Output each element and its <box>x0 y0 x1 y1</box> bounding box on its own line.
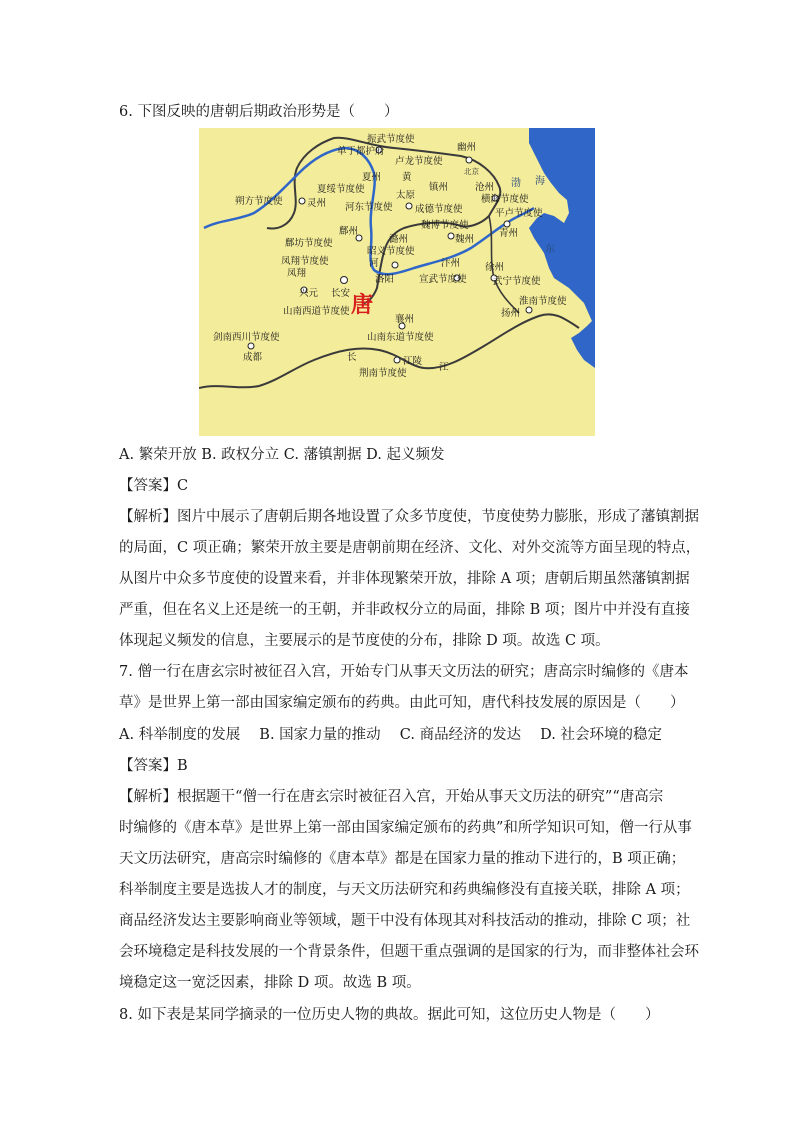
map-label: 东 <box>545 244 555 255</box>
question-7-analysis-line: 商品经济发达主要影响商业等领域，题干中没有体现其对科技活动的推动，排除 C 项；社 <box>119 913 691 929</box>
map-label: 潞州 <box>389 234 409 245</box>
question-6-analysis-line: 体现起义频发的信息，主要展示的是节度使的分布，排除 D 项。故选 C 项。 <box>119 633 610 649</box>
map-label: 汴州 <box>441 258 461 269</box>
map-label: 鄜坊节度使 <box>285 238 333 249</box>
map-label: 青州 <box>499 228 519 239</box>
question-6-options: A. 繁荣开放 B. 政权分立 C. 藩镇割据 D. 起义频发 <box>119 447 445 463</box>
map-label: 黄 <box>402 172 412 183</box>
map-label: 荆南节度使 <box>359 368 407 379</box>
tang-map-svg <box>199 128 595 436</box>
map-label: 夏州 <box>362 172 382 183</box>
map-label: 宣武节度使 <box>419 274 467 285</box>
question-7-analysis-line: 境稳定这一宽泛因素，排除 D 项。故选 B 项。 <box>119 975 421 991</box>
map-label: 昭义节度使 <box>367 246 415 257</box>
map-label: 魏州 <box>455 234 475 245</box>
map-label: 长 <box>347 352 357 363</box>
map-label: 襄州 <box>395 314 415 325</box>
question-6-analysis-line: 的局面，C 项正确；繁荣开放主要是唐朝前期在经济、文化、对外交流等方面呈现的特点， <box>119 540 701 556</box>
tang-map <box>199 128 595 436</box>
question-7-stem: 草》是世界上第一部由国家编定颁布的药典。由此可知，唐代科技发展的原因是（ ） <box>119 695 685 711</box>
map-label: 长安 <box>331 288 351 299</box>
map-label: 河东节度使 <box>345 202 393 213</box>
map-label: 山南西道节度使 <box>283 306 350 317</box>
tang-label: 唐 <box>351 292 374 318</box>
question-7-analysis-line: 天文历法研究，唐高宗时编修的《唐本草》都是在国家力量的推动下进行的，B 项正确； <box>119 851 686 867</box>
question-7-analysis-line: 【解析】根据题干“僧一行在唐玄宗时被征召入宫，开始从事天文历法的研究”“唐高宗 <box>119 789 664 805</box>
map-label: 灵州 <box>307 198 327 209</box>
map-label: 太原 <box>396 190 416 201</box>
question-6-answer: 【答案】C <box>119 478 189 494</box>
question-8-stem: 8. 如下表是某同学摘录的一位历史人物的典故。据此可知，这位历史人物是（ ） <box>119 1007 660 1023</box>
map-label: 兴元 <box>299 288 319 299</box>
question-6-analysis-line: 严重，但在名义上还是统一的王朝，并非政权分立的局面，排除 B 项；图片中并没有直接 <box>119 602 690 618</box>
map-label: 江陵 <box>403 356 423 367</box>
map-label: 单于都护府 <box>337 146 385 157</box>
map-label: 剑南西川节度使 <box>213 332 280 343</box>
map-label: 徐州 <box>485 262 505 273</box>
map-label: 夏绥节度使 <box>317 184 365 195</box>
map-label: 镇州 <box>429 182 449 193</box>
map-label: 凤翔节度使 <box>281 256 329 267</box>
map-label: 山南东道节度使 <box>367 332 434 343</box>
question-7-answer: 【答案】B <box>119 758 188 774</box>
map-label: 鄜州 <box>339 226 359 237</box>
map-label: 魏博节度使 <box>421 220 469 231</box>
question-7-analysis-line: 科举制度主要是选拔人才的制度，与天文历法研究和药典编修没有直接关联，排除 A 项； <box>119 882 690 898</box>
map-label: 扬州 <box>501 308 521 319</box>
map-label: 武宁节度使 <box>493 276 541 287</box>
question-6-stem: 6. 下图反映的唐朝后期政治形势是（ ） <box>119 104 399 120</box>
map-label: 海 <box>535 176 545 187</box>
map-label: 横海节度使 <box>481 194 529 205</box>
question-6-analysis-line: 【解析】图片中展示了唐朝后期各地设置了众多节度使，节度使势力膨胀，形成了藩镇割据 <box>119 509 699 525</box>
question-7-stem: 7. 僧一行在唐玄宗时被征召入宫，开始专门从事天文历法的研究；唐高宗时编修的《唐本 <box>119 664 689 680</box>
map-label: 北京 <box>464 167 479 176</box>
question-7-options: A. 科举制度的发展 B. 国家力量的推动 C. 商品经济的发达 D. 社会环境的稳定 <box>119 727 663 743</box>
map-label: 幽州 <box>457 142 477 153</box>
map-label: 成都 <box>243 352 263 363</box>
map-label: 沧州 <box>475 182 495 193</box>
map-label: 江 <box>439 362 449 373</box>
map-label: 成德节度使 <box>415 204 463 215</box>
map-label: 凤翔 <box>287 268 307 279</box>
map-label: 淮南节度使 <box>519 296 567 307</box>
question-7-analysis-line: 时编修的《唐本草》是世界上第一部由国家编定颁布的药典”和所学知识可知，僧一行从事 <box>119 820 692 836</box>
map-label: 洛阳 <box>375 274 395 285</box>
map-label: 振武节度使 <box>367 134 415 145</box>
map-label: 朔方节度使 <box>235 196 283 207</box>
map-label: 渤 <box>511 178 521 189</box>
map-label: 河 <box>369 258 379 269</box>
question-7-analysis-line: 会环境稳定是科技发展的一个背景条件，但题干重点强调的是国家的行为，而非整体社会环 <box>119 944 699 960</box>
map-label: 平卢节度使 <box>495 208 543 219</box>
question-6-analysis-line: 从图片中众多节度使的设置来看，并非体现繁荣开放，排除 A 项；唐朝后期虽然藩镇割据 <box>119 571 690 587</box>
map-label: 卢龙节度使 <box>395 156 443 167</box>
